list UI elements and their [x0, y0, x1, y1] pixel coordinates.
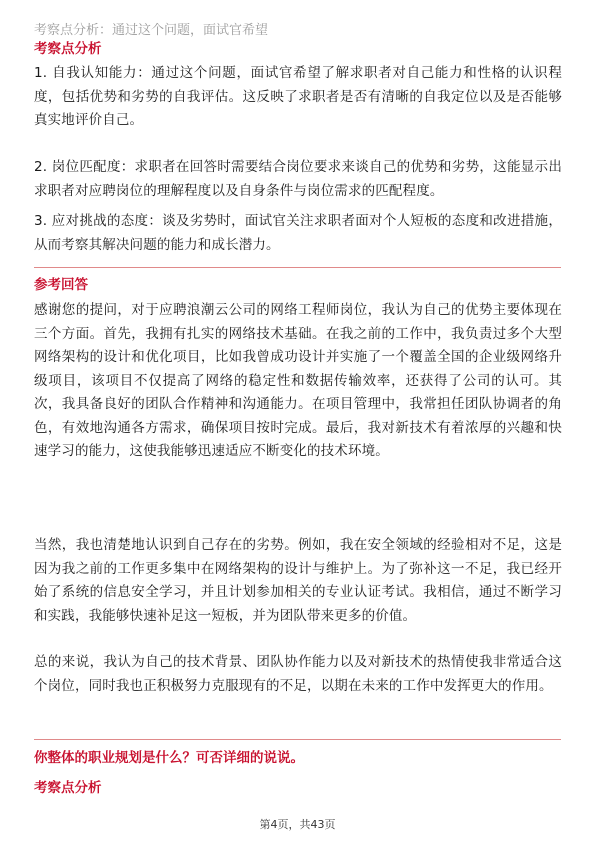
analysis-item-1: 1. 自我认知能力：通过这个问题，面试官希望了解求职者对自己能力和性格的认识程度，包括优势和劣势的自我评估。这反映了求职者是否有清晰的自我定位以及是否能够真实地评价自己。 — [34, 65, 562, 128]
analysis-heading-next: 考察点分析 — [34, 780, 102, 796]
analysis-heading: 考察点分析 — [34, 41, 102, 57]
next-question-title: 你整体的职业规划是什么？可否详细的说说。 — [34, 750, 304, 766]
answer-paragraph-2: 当然，我也清楚地认识到自己存在的劣势。例如，我在安全领域的经验相对不足，这是因为我之前的工作更多集中在网络架构的设计与维护上。为了弥补这一不足，我已经开始了系统的信息安全学习，并且计划参加相关的专业认证考试。我相信，通过不断学习和实践，我能够快速补足这一短板，并为团队带来更多的价值。 — [34, 537, 562, 624]
cut-off-text-line: 考察点分析：通过这个问题，面试官希望 — [34, 23, 269, 38]
reference-answer-heading: 参考回答 — [34, 277, 88, 293]
question-divider — [34, 739, 561, 740]
analysis-item-3: 3. 应对挑战的态度：谈及劣势时，面试官关注求职者面对个人短板的态度和改进措施，从而考察其解决问题的能力和成长潜力。 — [34, 213, 562, 253]
answer-paragraph-1: 感谢您的提问，对于应聘浪潮云公司的网络工程师岗位，我认为自己的优势主要体现在三个方面。首先，我拥有扎实的网络技术基础。在我之前的工作中，我负责过多个大型网络架构的设计和优化项目，比如我曾成功设计并实施了一个覆盖全国的企业级网络升级项目，该项目不仅提高了网络的稳定性和数据传输效率，还获得了公司的认可。其次，我具备良好的团队合作精神和沟通能力。在项目管理中，我常担任团队协调者的角色，有效地沟通各方需求，确保项目按时完成。最后，我对新技术有着浓厚的兴趣和快速学习的能力，这使我能够迅速适应不断变化的技术环境。 — [34, 302, 562, 459]
answer-paragraph-3: 总的来说，我认为自己的技术背景、团队协作能力以及对新技术的热情使我非常适合这个岗位，同时我也正积极努力克服现有的不足，以期在未来的工作中发挥更大的作用。 — [34, 654, 562, 694]
analysis-item-2: 2. 岗位匹配度：求职者在回答时需要结合岗位要求来谈自己的优势和劣势，这能显示出求职者对应聘岗位的理解程度以及自身条件与岗位需求的匹配程度。 — [34, 159, 562, 199]
page-number-footer: 第4页，共43页 — [259, 818, 336, 831]
section-divider — [34, 267, 561, 268]
